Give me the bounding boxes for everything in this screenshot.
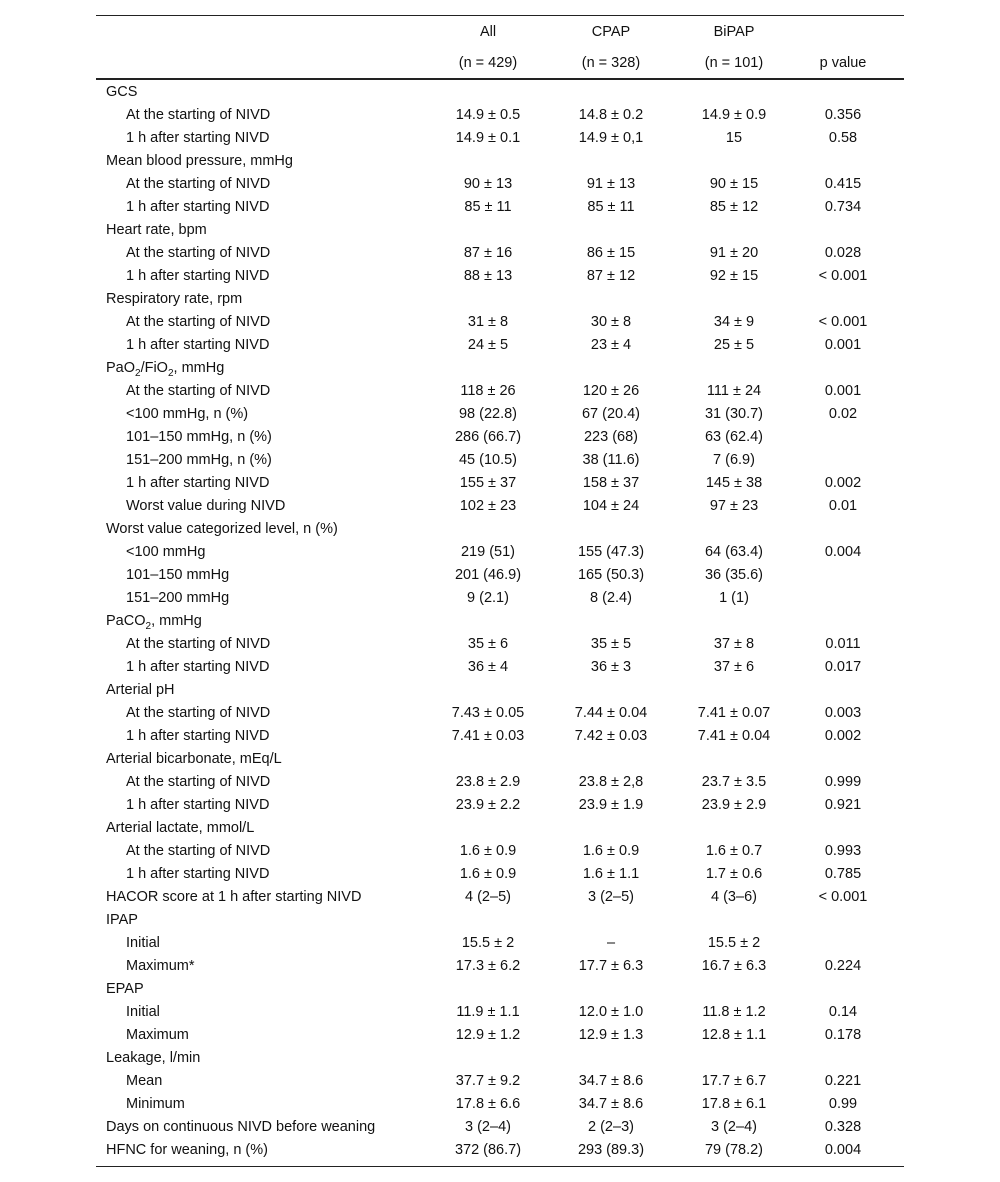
cell-all: 7.41 ± 0.03 — [451, 728, 525, 744]
cell-cpap: 23 ± 4 — [590, 337, 632, 353]
cell-bipap: 37 ± 8 — [713, 636, 755, 652]
cell-p-value: 0.004 — [824, 1142, 862, 1158]
header-p-value: p value — [819, 55, 867, 71]
header-all-n: (n = 429) — [458, 55, 518, 71]
cell-cpap: 34.7 ± 8.6 — [578, 1096, 644, 1112]
row-label: At the starting of NIVD — [126, 176, 271, 192]
cell-cpap: 223 (68) — [583, 429, 638, 445]
cell-p-value: < 0.001 — [818, 889, 868, 905]
cell-p-value: 0.003 — [824, 705, 862, 721]
table-row — [96, 679, 904, 702]
cell-cpap: 87 ± 12 — [586, 268, 636, 284]
cell-p-value: 0.356 — [824, 107, 862, 123]
table-bottom-rule — [96, 1166, 904, 1167]
table-row — [96, 495, 904, 518]
cell-cpap: 7.44 ± 0.04 — [574, 705, 648, 721]
cell-bipap: 1.6 ± 0.7 — [705, 843, 763, 859]
cell-cpap: 3 (2–5) — [588, 889, 634, 905]
cell-cpap: 34.7 ± 8.6 — [578, 1073, 644, 1089]
cell-bipap: 7 (6.9) — [713, 452, 755, 468]
row-label: <100 mmHg — [126, 544, 206, 560]
row-label: 1 h after starting NIVD — [126, 130, 270, 146]
row-label: PaCO$_2$, mmHg — [106, 613, 202, 632]
row-label: At the starting of NIVD — [126, 636, 271, 652]
cell-p-value: 0.002 — [824, 728, 862, 744]
table-row — [96, 564, 904, 587]
table-row — [96, 380, 904, 403]
cell-bipap: 91 ± 20 — [709, 245, 759, 261]
cell-all: 1.6 ± 0.9 — [459, 866, 517, 882]
table-row — [96, 1139, 904, 1162]
table-row — [96, 81, 904, 104]
cell-cpap: 85 ± 11 — [587, 199, 635, 215]
row-label: 1 h after starting NIVD — [126, 728, 270, 744]
table-row — [96, 541, 904, 564]
cell-all: 35 ± 6 — [467, 636, 509, 652]
row-label: <100 mmHg, n (%) — [126, 406, 249, 422]
cell-cpap: 30 ± 8 — [590, 314, 632, 330]
cell-cpap: 14.9 ± 0,1 — [578, 130, 644, 146]
cell-p-value: 0.178 — [824, 1027, 862, 1043]
cell-p-value: 0.785 — [824, 866, 862, 882]
cell-cpap: 38 (11.6) — [582, 452, 640, 468]
cell-p-value: 0.001 — [824, 383, 862, 399]
cell-p-value: 0.011 — [825, 636, 861, 652]
table-row — [96, 771, 904, 794]
row-label: 101–150 mmHg — [126, 567, 230, 583]
cell-all: 155 ± 37 — [459, 475, 517, 491]
cell-p-value: 0.921 — [824, 797, 862, 813]
table-row — [96, 518, 904, 541]
cell-cpap: 8 (2.4) — [590, 590, 632, 606]
row-label: 1 h after starting NIVD — [126, 199, 270, 215]
cell-p-value: 0.001 — [824, 337, 862, 353]
header-rule — [96, 78, 904, 80]
cell-bipap: 25 ± 5 — [713, 337, 755, 353]
table-row — [96, 633, 904, 656]
cell-bipap: 145 ± 38 — [705, 475, 763, 491]
cell-bipap: 63 (62.4) — [704, 429, 764, 445]
row-label: 1 h after starting NIVD — [126, 475, 270, 491]
cell-p-value: 0.028 — [824, 245, 862, 261]
cell-cpap: 165 (50.3) — [577, 567, 645, 583]
row-label: 1 h after starting NIVD — [126, 337, 270, 353]
cell-all: 11.9 ± 1.1 — [456, 1004, 520, 1020]
table-row — [96, 725, 904, 748]
table-body — [96, 81, 904, 1162]
row-label: Arterial bicarbonate, mEq/L — [106, 751, 282, 767]
cell-p-value: 0.328 — [824, 1119, 862, 1135]
cell-cpap: 36 ± 3 — [590, 659, 632, 675]
row-label: Arterial lactate, mmol/L — [106, 820, 255, 836]
data-table — [96, 15, 904, 1167]
cell-cpap: 1.6 ± 0.9 — [582, 843, 640, 859]
row-label: Initial — [126, 1004, 160, 1020]
cell-bipap: 1 (1) — [719, 590, 749, 606]
cell-all: 372 (86.7) — [454, 1142, 522, 1158]
row-label: Minimum — [126, 1096, 185, 1112]
table-row — [96, 886, 904, 909]
cell-bipap: 15.5 ± 2 — [707, 935, 761, 951]
cell-all: 31 ± 8 — [467, 314, 509, 330]
cell-bipap: 23.7 ± 3.5 — [701, 774, 767, 790]
cell-bipap: 17.7 ± 6.7 — [701, 1073, 767, 1089]
table-row — [96, 863, 904, 886]
row-label: EPAP — [106, 981, 144, 997]
cell-cpap: 12.0 ± 1.0 — [578, 1004, 644, 1020]
cell-p-value: 0.993 — [824, 843, 862, 859]
table-row — [96, 449, 904, 472]
cell-bipap: 34 ± 9 — [713, 314, 755, 330]
cell-cpap: 104 ± 24 — [582, 498, 640, 514]
row-label: At the starting of NIVD — [126, 774, 271, 790]
cell-all: 118 ± 26 — [460, 383, 516, 399]
table-row — [96, 955, 904, 978]
cell-all: 12.9 ± 1.2 — [455, 1027, 521, 1043]
row-label: 151–200 mmHg — [126, 590, 230, 606]
cell-p-value: < 0.001 — [818, 268, 868, 284]
table-row — [96, 104, 904, 127]
cell-cpap: 23.8 ± 2,8 — [578, 774, 644, 790]
header-bipap: BiPAP — [713, 24, 755, 40]
cell-p-value: 0.221 — [824, 1073, 862, 1089]
table-row — [96, 311, 904, 334]
cell-bipap: 36 (35.6) — [704, 567, 764, 583]
cell-all: 201 (46.9) — [454, 567, 522, 583]
cell-all: 1.6 ± 0.9 — [459, 843, 517, 859]
row-label: At the starting of NIVD — [126, 705, 271, 721]
row-label: Maximum* — [126, 958, 195, 974]
row-label: Worst value during NIVD — [126, 498, 286, 514]
cell-bipap: 11.8 ± 1.2 — [702, 1004, 766, 1020]
cell-bipap: 4 (3–6) — [711, 889, 757, 905]
table-row — [96, 817, 904, 840]
cell-all: 9 (2.1) — [467, 590, 509, 606]
row-label: HFNC for weaning, n (%) — [106, 1142, 268, 1158]
table-row — [96, 794, 904, 817]
row-label: At the starting of NIVD — [126, 843, 271, 859]
cell-cpap: 7.42 ± 0.03 — [574, 728, 648, 744]
cell-bipap: 97 ± 23 — [709, 498, 759, 514]
table-row — [96, 242, 904, 265]
table-row — [96, 426, 904, 449]
cell-all: 219 (51) — [460, 544, 515, 560]
table-header — [96, 16, 904, 78]
table-row — [96, 1093, 904, 1116]
row-label: PaO$_2$/FiO$_2$, mmHg — [106, 360, 225, 379]
cell-cpap: 17.7 ± 6.3 — [578, 958, 644, 974]
cell-bipap: 85 ± 12 — [709, 199, 759, 215]
cell-all: 15.5 ± 2 — [461, 935, 515, 951]
row-label: Heart rate, bpm — [106, 222, 207, 238]
table-row — [96, 748, 904, 771]
cell-p-value: 0.01 — [828, 498, 858, 514]
table-row — [96, 587, 904, 610]
cell-p-value: 0.415 — [824, 176, 862, 192]
cell-bipap: 31 (30.7) — [704, 406, 764, 422]
row-label: Mean blood pressure, mmHg — [106, 153, 293, 169]
cell-bipap: 7.41 ± 0.07 — [697, 705, 771, 721]
cell-bipap: 92 ± 15 — [709, 268, 759, 284]
row-label: Maximum — [126, 1027, 189, 1043]
cell-bipap: 7.41 ± 0.04 — [697, 728, 771, 744]
table-row — [96, 1047, 904, 1070]
cell-all: 23.8 ± 2.9 — [455, 774, 521, 790]
table-row — [96, 403, 904, 426]
cell-bipap: 64 (63.4) — [704, 544, 764, 560]
cell-p-value: 0.002 — [824, 475, 862, 491]
table-row — [96, 196, 904, 219]
row-label: Worst value categorized level, n (%) — [106, 521, 338, 537]
row-label: At the starting of NIVD — [126, 383, 271, 399]
table-row — [96, 288, 904, 311]
cell-p-value: 0.99 — [828, 1096, 858, 1112]
cell-cpap: 12.9 ± 1.3 — [578, 1027, 644, 1043]
cell-bipap: 3 (2–4) — [711, 1119, 757, 1135]
cell-cpap: 14.8 ± 0.2 — [578, 107, 644, 123]
row-label: 1 h after starting NIVD — [126, 659, 270, 675]
cell-all: 90 ± 13 — [463, 176, 513, 192]
cell-cpap: 1.6 ± 1.1 — [582, 866, 640, 882]
cell-bipap: 111 ± 24 — [706, 383, 762, 399]
row-label: IPAP — [106, 912, 138, 928]
cell-p-value: < 0.001 — [818, 314, 868, 330]
table-row — [96, 1116, 904, 1139]
cell-p-value: 0.58 — [828, 130, 858, 146]
row-label: Leakage, l/min — [106, 1050, 201, 1066]
cell-all: 7.43 ± 0.05 — [451, 705, 525, 721]
row-label: 1 h after starting NIVD — [126, 866, 270, 882]
row-label: Respiratory rate, rpm — [106, 291, 243, 307]
cell-bipap: 1.7 ± 0.6 — [705, 866, 763, 882]
table-row — [96, 909, 904, 932]
table-row — [96, 656, 904, 679]
cell-cpap: 293 (89.3) — [577, 1142, 645, 1158]
cell-cpap: 35 ± 5 — [590, 636, 632, 652]
cell-bipap: 17.8 ± 6.1 — [701, 1096, 767, 1112]
cell-cpap: 91 ± 13 — [586, 176, 636, 192]
cell-all: 17.8 ± 6.6 — [455, 1096, 521, 1112]
cell-p-value: 0.02 — [828, 406, 858, 422]
header-cpap: CPAP — [591, 24, 631, 40]
table-row — [96, 840, 904, 863]
row-label: GCS — [106, 84, 138, 100]
table-row — [96, 702, 904, 725]
cell-all: 3 (2–4) — [465, 1119, 511, 1135]
row-label: HACOR score at 1 h after starting NIVD — [106, 889, 362, 905]
row-label: Initial — [126, 935, 160, 951]
cell-bipap: 16.7 ± 6.3 — [701, 958, 767, 974]
cell-p-value: 0.004 — [824, 544, 862, 560]
cell-cpap: 23.9 ± 1.9 — [578, 797, 644, 813]
table-row — [96, 1070, 904, 1093]
header-bipap-n: (n = 101) — [704, 55, 764, 71]
cell-bipap: 23.9 ± 2.9 — [701, 797, 767, 813]
table-row — [96, 932, 904, 955]
row-label: 1 h after starting NIVD — [126, 268, 270, 284]
cell-p-value: 0.14 — [828, 1004, 858, 1020]
cell-bipap: 90 ± 15 — [709, 176, 759, 192]
row-label: Days on continuous NIVD before weaning — [106, 1119, 376, 1135]
row-label: Mean — [126, 1073, 163, 1089]
table-row — [96, 219, 904, 242]
cell-cpap: 86 ± 15 — [586, 245, 636, 261]
cell-all: 45 (10.5) — [458, 452, 518, 468]
table-row — [96, 978, 904, 1001]
cell-all: 24 ± 5 — [467, 337, 509, 353]
table-row — [96, 472, 904, 495]
row-label: 1 h after starting NIVD — [126, 797, 270, 813]
cell-all: 88 ± 13 — [463, 268, 513, 284]
table-row — [96, 1024, 904, 1047]
cell-all: 87 ± 16 — [463, 245, 513, 261]
cell-bipap: 14.9 ± 0.9 — [701, 107, 767, 123]
header-all: All — [479, 24, 497, 40]
cell-all: 98 (22.8) — [458, 406, 518, 422]
cell-all: 14.9 ± 0.1 — [455, 130, 521, 146]
cell-all: 23.9 ± 2.2 — [455, 797, 521, 813]
cell-all: 36 ± 4 — [467, 659, 509, 675]
row-label: 101–150 mmHg, n (%) — [126, 429, 272, 445]
cell-cpap: 120 ± 26 — [582, 383, 640, 399]
cell-cpap: 155 (47.3) — [577, 544, 645, 560]
cell-cpap: 2 (2–3) — [588, 1119, 634, 1135]
cell-p-value: 0.999 — [824, 774, 862, 790]
cell-p-value: 0.734 — [824, 199, 862, 215]
table-row — [96, 1001, 904, 1024]
cell-all: 85 ± 11 — [464, 199, 512, 215]
cell-all: 102 ± 23 — [459, 498, 517, 514]
cell-p-value: 0.224 — [824, 958, 862, 974]
cell-all: 17.3 ± 6.2 — [455, 958, 521, 974]
row-label: At the starting of NIVD — [126, 107, 271, 123]
cell-bipap: 15 — [725, 130, 743, 146]
cell-all: 14.9 ± 0.5 — [455, 107, 521, 123]
cell-cpap: – — [606, 935, 616, 951]
row-label: Arterial pH — [106, 682, 175, 698]
row-label: At the starting of NIVD — [126, 314, 271, 330]
table-row — [96, 610, 904, 633]
table-row — [96, 173, 904, 196]
table-row — [96, 150, 904, 173]
cell-p-value: 0.017 — [824, 659, 862, 675]
table-row — [96, 357, 904, 380]
cell-all: 4 (2–5) — [465, 889, 511, 905]
header-cpap-n: (n = 328) — [581, 55, 641, 71]
cell-cpap: 67 (20.4) — [581, 406, 641, 422]
table-row — [96, 265, 904, 288]
table-row — [96, 334, 904, 357]
cell-all: 286 (66.7) — [454, 429, 522, 445]
cell-cpap: 158 ± 37 — [582, 475, 640, 491]
cell-bipap: 37 ± 6 — [713, 659, 755, 675]
cell-all: 37.7 ± 9.2 — [455, 1073, 521, 1089]
cell-bipap: 12.8 ± 1.1 — [701, 1027, 767, 1043]
row-label: At the starting of NIVD — [126, 245, 271, 261]
cell-bipap: 79 (78.2) — [704, 1142, 764, 1158]
table-row — [96, 127, 904, 150]
row-label: 151–200 mmHg, n (%) — [126, 452, 272, 468]
